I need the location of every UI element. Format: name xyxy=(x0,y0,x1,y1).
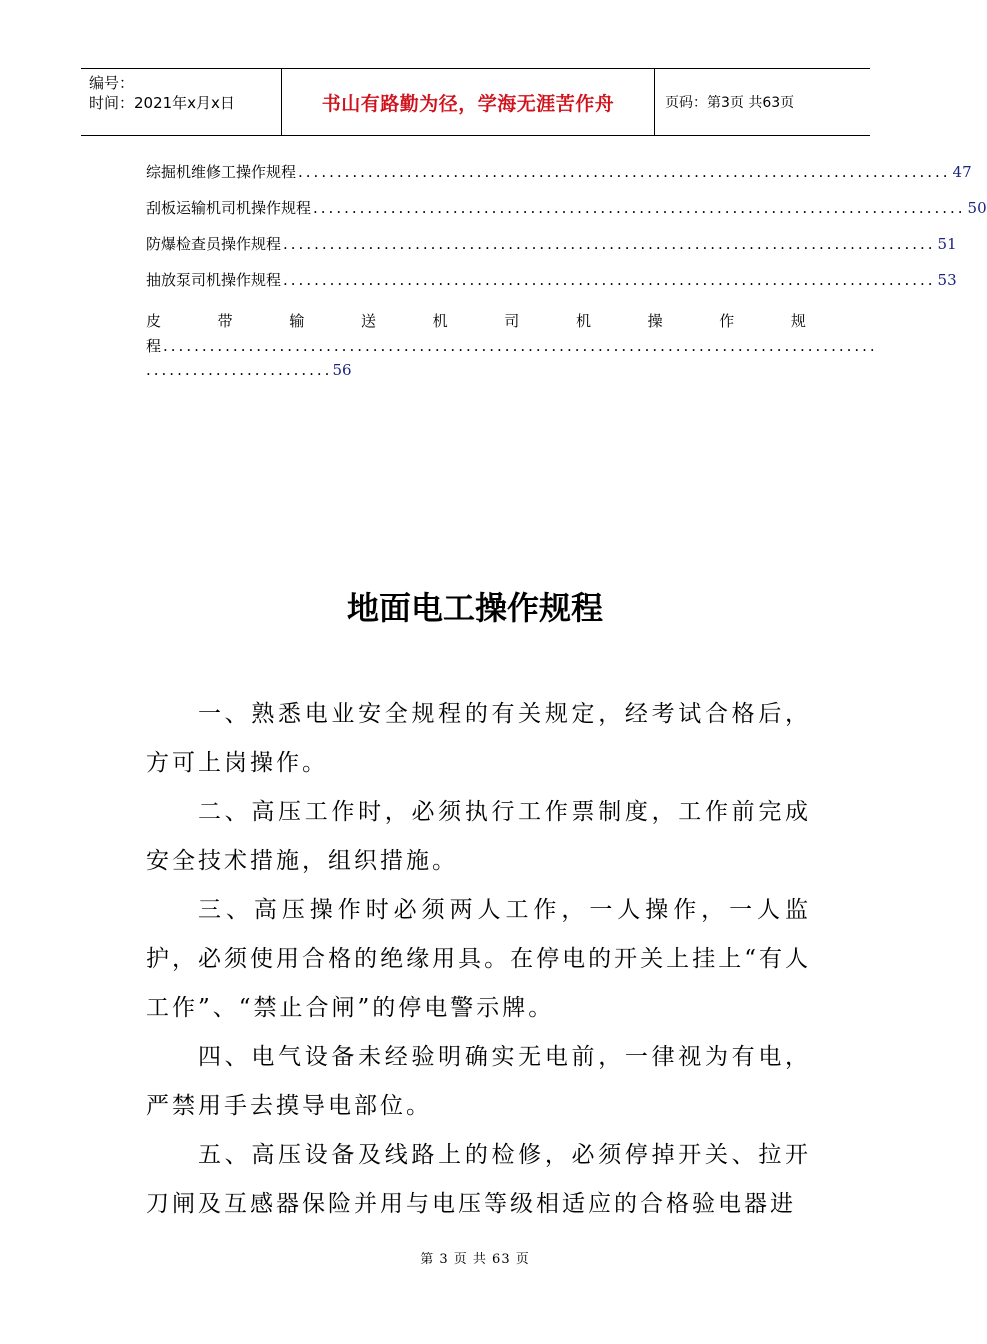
toc-leader: ............................................................................................ xyxy=(163,337,878,355)
page-footer: 第 3 页 共 63 页 xyxy=(420,1252,530,1267)
toc-char: 机 xyxy=(575,312,591,330)
toc-char: 程 xyxy=(146,337,162,355)
toc-entry[interactable] xyxy=(146,158,972,194)
toc-char: 带 xyxy=(217,312,233,330)
toc-leader: .................................................................................... xyxy=(313,199,966,217)
paragraph: 三、高压操作时必须两人工作，一人操作，一人监护，必须使用合格的绝缘用具。在停电的开关上挂上“有人工作”、“禁止合闸”的停电警示牌。 xyxy=(146,897,811,1021)
toc-entry-wrapped[interactable] xyxy=(146,308,878,382)
header-meta xyxy=(81,69,281,135)
section-title: 地面电工操作规程 xyxy=(346,589,603,627)
toc-entry-label: 抽放泵司机操作规程 xyxy=(146,271,282,289)
toc-char: 输 xyxy=(289,312,305,330)
document-body xyxy=(146,690,811,1229)
toc-entry-label: 综掘机维修工操作规程 xyxy=(146,163,297,181)
toc-char: 司 xyxy=(504,312,520,330)
toc-char: 操 xyxy=(647,312,663,330)
toc-char: 送 xyxy=(360,312,376,330)
page-header xyxy=(81,68,870,136)
paragraph: 一、熟悉电业安全规程的有关规定，经考试合格后，方可上岗操作。 xyxy=(146,701,811,776)
toc-char: 机 xyxy=(432,312,448,330)
toc-entry[interactable] xyxy=(146,194,987,230)
toc-entry-continuation xyxy=(146,358,806,382)
toc-char: 皮 xyxy=(146,312,162,330)
toc-leader: .................................................................................... xyxy=(298,163,951,181)
toc-entry-page: 53 xyxy=(937,271,957,289)
toc-entry[interactable] xyxy=(146,266,957,302)
toc-entry-page: 56 xyxy=(332,361,352,379)
paragraph: 五、高压设备及线路上的检修，必须停掉开关、拉开刀闸及互感器保险并用与电压等级相适应的合格验电器进 xyxy=(146,1142,811,1217)
toc-leader: .................................................................................... xyxy=(283,235,936,253)
toc-leader: .................................................................................... xyxy=(283,271,936,289)
toc-entry-spread-label xyxy=(146,308,806,334)
toc-entry-label: 防爆检查员操作规程 xyxy=(146,235,282,253)
toc-char: 规 xyxy=(790,312,806,330)
toc-entry-page: 51 xyxy=(937,235,957,253)
toc-entry-label: 刮板运输机司机操作规程 xyxy=(146,199,312,217)
document-time: 时间：2021年x月x日 xyxy=(89,94,235,112)
toc-entry-continuation xyxy=(146,334,878,358)
toc-entry-page: 47 xyxy=(952,163,972,181)
table-of-contents xyxy=(146,158,987,382)
paragraph: 二、高压工作时，必须执行工作票制度，工作前完成安全技术措施，组织措施。 xyxy=(146,799,811,874)
paragraph: 四、电气设备未经验明确实无电前，一律视为有电，严禁用手去摸导电部位。 xyxy=(146,1044,811,1119)
toc-leader: ........................ xyxy=(146,361,333,379)
toc-entry-page: 50 xyxy=(967,199,987,217)
header-motto: 书山有路勤为径，学海无涯苦作舟 xyxy=(281,69,655,135)
document-code-label: 编号： xyxy=(89,74,135,92)
toc-char: 作 xyxy=(719,312,735,330)
header-page-info: 页码：第3页 共63页 xyxy=(665,95,795,111)
toc-entry[interactable] xyxy=(146,230,957,266)
